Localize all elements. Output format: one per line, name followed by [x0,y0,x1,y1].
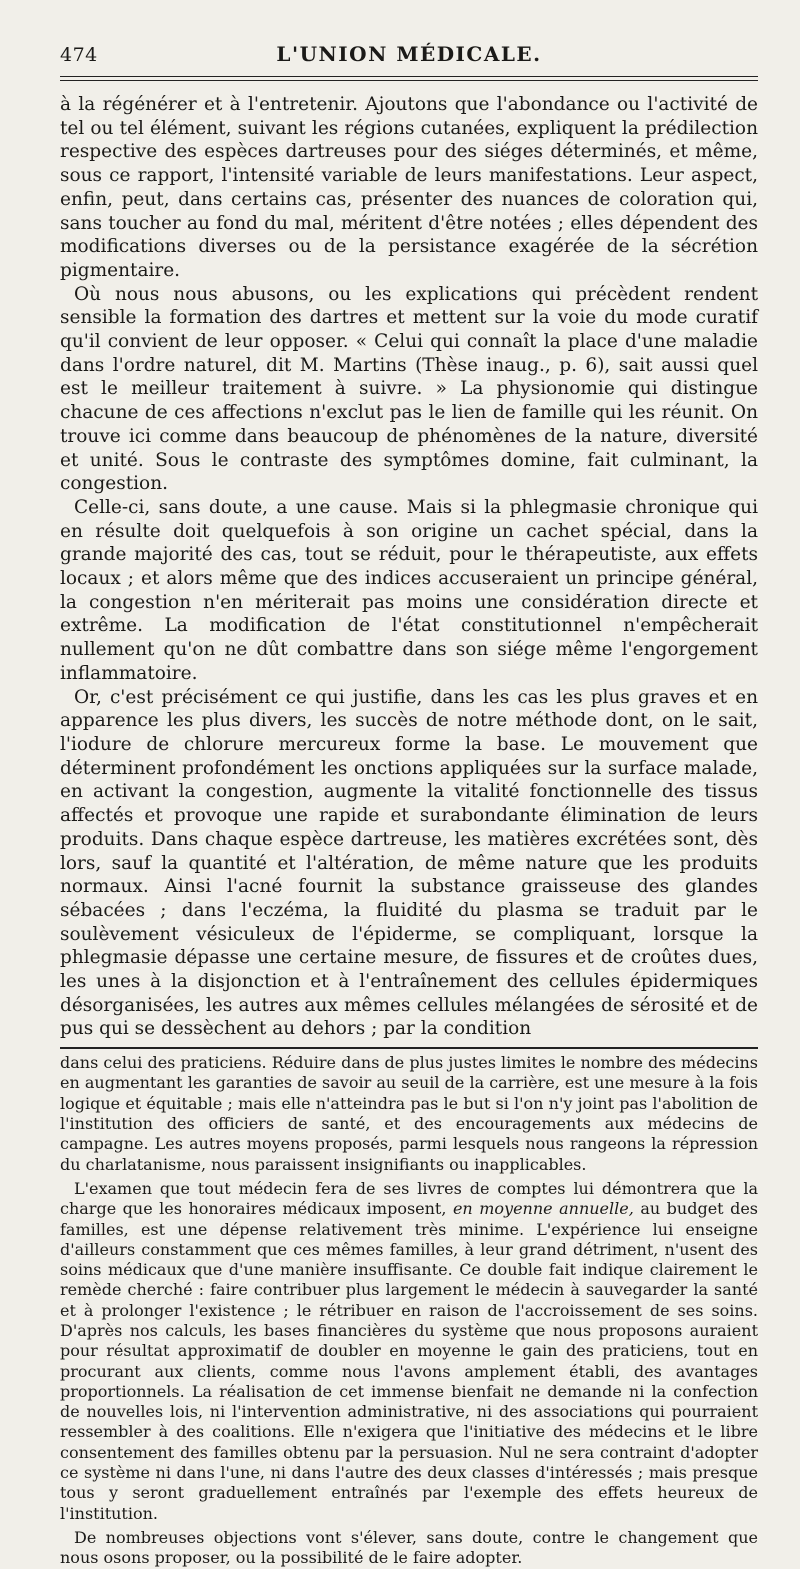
paragraph: Où nous nous abusons, ou les explications qui précèdent rendent sensible la formation des dartres et mettent sur la voie du mode curatif qu'il convient de leur opposer. « Celui qui connaît la place d'une maladie dans l'ordre naturel, dit M. Martins (Thèse inaug., p. 6), sait aussi quel est le meilleur traitement à suivre. » La physionomie qui distingue chacune de ces affections n'exclut pas le lien de famille qui les réunit. On trouve ici comme dans beaucoup de phénomènes de la nature, diversité et unité. Sous le contraste des symptômes domine, fait culminant, la congestion. [60,283,758,495]
running-title: L'UNION MÉDICALE. [276,42,542,66]
paragraph: Celle-ci, sans doute, a une cause. Mais si la phlegmasie chronique qui en résulte doit quelquefois à son origine un cachet spécial, dans la grande majorité des cas, tout se réduit, pour le thérapeutiste, aux effets locaux ; et alors même que des indices accuseraient un principe général, la congestion n'en mériterait pas moins une considération directe et extrême. La modification de l'état constitutionnel n'empêcherait nullement qu'on ne dût combattre dans son siége même l'engorgement inflammatoire. [60,496,758,684]
paragraph: à la régénérer et à l'entretenir. Ajoutons que l'abondance ou l'activité de tel ou tel élément, suivant les régions cutanées, expliquent la prédilection respective des espèces dartreuses pour des siéges déterminés, et même, sous ce rapport, l'intensité variable de leurs manifestations. Leur aspect, enfin, peut, dans certains cas, présenter des nuances de coloration qui, sans toucher au fond du mal, méritent d'être notées ; elles dépendent des modifications diverses ou de la persistance exagérée de la sécrétion pigmentaire. [60,94,758,281]
footnote-rule [60,1047,758,1049]
footnote-text-run: L'examen que tout médecin fera de ses livres de comptes lui démontrera que la charge que les honoraires médicaux imposent, [60,1178,758,1219]
footnote-emphasis: en moyenne annuelle, [452,1199,634,1219]
footnote-text [60,1053,758,1568]
footnote-text-run: au budget des familles, est une dépense relativement très minime. L'expérience lui enseigne d'ailleurs constamment que ces mêmes familles, à leur grand détriment, n'usent des soins médicaux que d'une manière insuffisante. Ce double fait indique clairement le remède cherché : faire contribuer plus largement le médecin à sauvegarder la santé et à prolonger l'existence ; le rétribuer en raison de l'accroissement de ses soins. D'après nos calculs, les bases financières du système que nous proposons auraient pour résultat approximatif de doubler en moyenne le gain des praticiens, tout en procurant aux clients, comme nous l'avons amplement établi, des avantages proportionnels. La réalisation de cet immense bienfait ne demande ni la confection de nouvelles lois, ni l'intervention administrative, ni des associations qui pourraient ressembler à des coalitions. Elle n'exigera que l'initiative des médecins et le libre consentement des familles obtenu par la persuasion. Nul ne sera contraint d'adopter ce système ni dans l'une, ni dans l'autre des deux classes d'intéressés ; mais presque tous y seront graduellement entraînés par l'exemple des effets heureux de l'institution. [60,1199,759,1523]
main-text [60,93,758,1041]
header-rule-thin [60,80,758,81]
footnote-paragraph: dans celui des praticiens. Réduire dans de plus justes limites le nombre des médecins en augmentant les garanties de savoir au seuil de la carrière, est une mesure à la fois logique et équitable ; mais elle n'atteindra pas le but si l'on n'y joint pas l'abolition de l'institution des officiers de santé, et des encouragements aux médecins de campagne. Les autres moyens proposés, parmi lesquels nous rangeons la répression du charlatanisme, nous paraissent insignifiants ou inapplicables. [60,1053,758,1174]
page-number: 474 [60,44,98,66]
footnote-paragraph [60,1179,758,1524]
paragraph: Or, c'est précisément ce qui justifie, dans les cas les plus graves et en apparence les plus divers, les succès de notre méthode dont, on le sait, l'iodure de chlorure mercureux forme la base. Le mouvement que déterminent profondément les onctions appliquées sur la surface malade, en activant la congestion, augmente la vitalité fonctionnelle des tissus affectés et provoque une rapide et surabondante élimination de leurs produits. Dans chaque espèce dartreuse, les matières excrétées sont, dès lors, sauf la quantité et l'altération, de même nature que les produits normaux. Ainsi l'acné fournit la substance graisseuse des glandes sébacées ; dans l'eczéma, la fluidité du plasma se traduit par le soulèvement vésiculeux de l'épiderme, se compliquant, lorsque la phlegmasie dépasse une certaine mesure, de fissures et de croûtes dues, les unes à la disjonction et à l'entraînement des cellules épidermiques désorganisées, les autres aux mêmes cellules mélangées de sérosité et de pus qui se dessèchent au dehors ; par la condition [60,686,758,1040]
footnote-paragraph: De nombreuses objections vont s'élever, sans doute, contre le changement que nous osons proposer, ou la possibilité de le faire adopter. [60,1527,758,1568]
running-head [60,40,758,70]
header-rule [60,76,758,77]
book-page [60,40,758,1569]
